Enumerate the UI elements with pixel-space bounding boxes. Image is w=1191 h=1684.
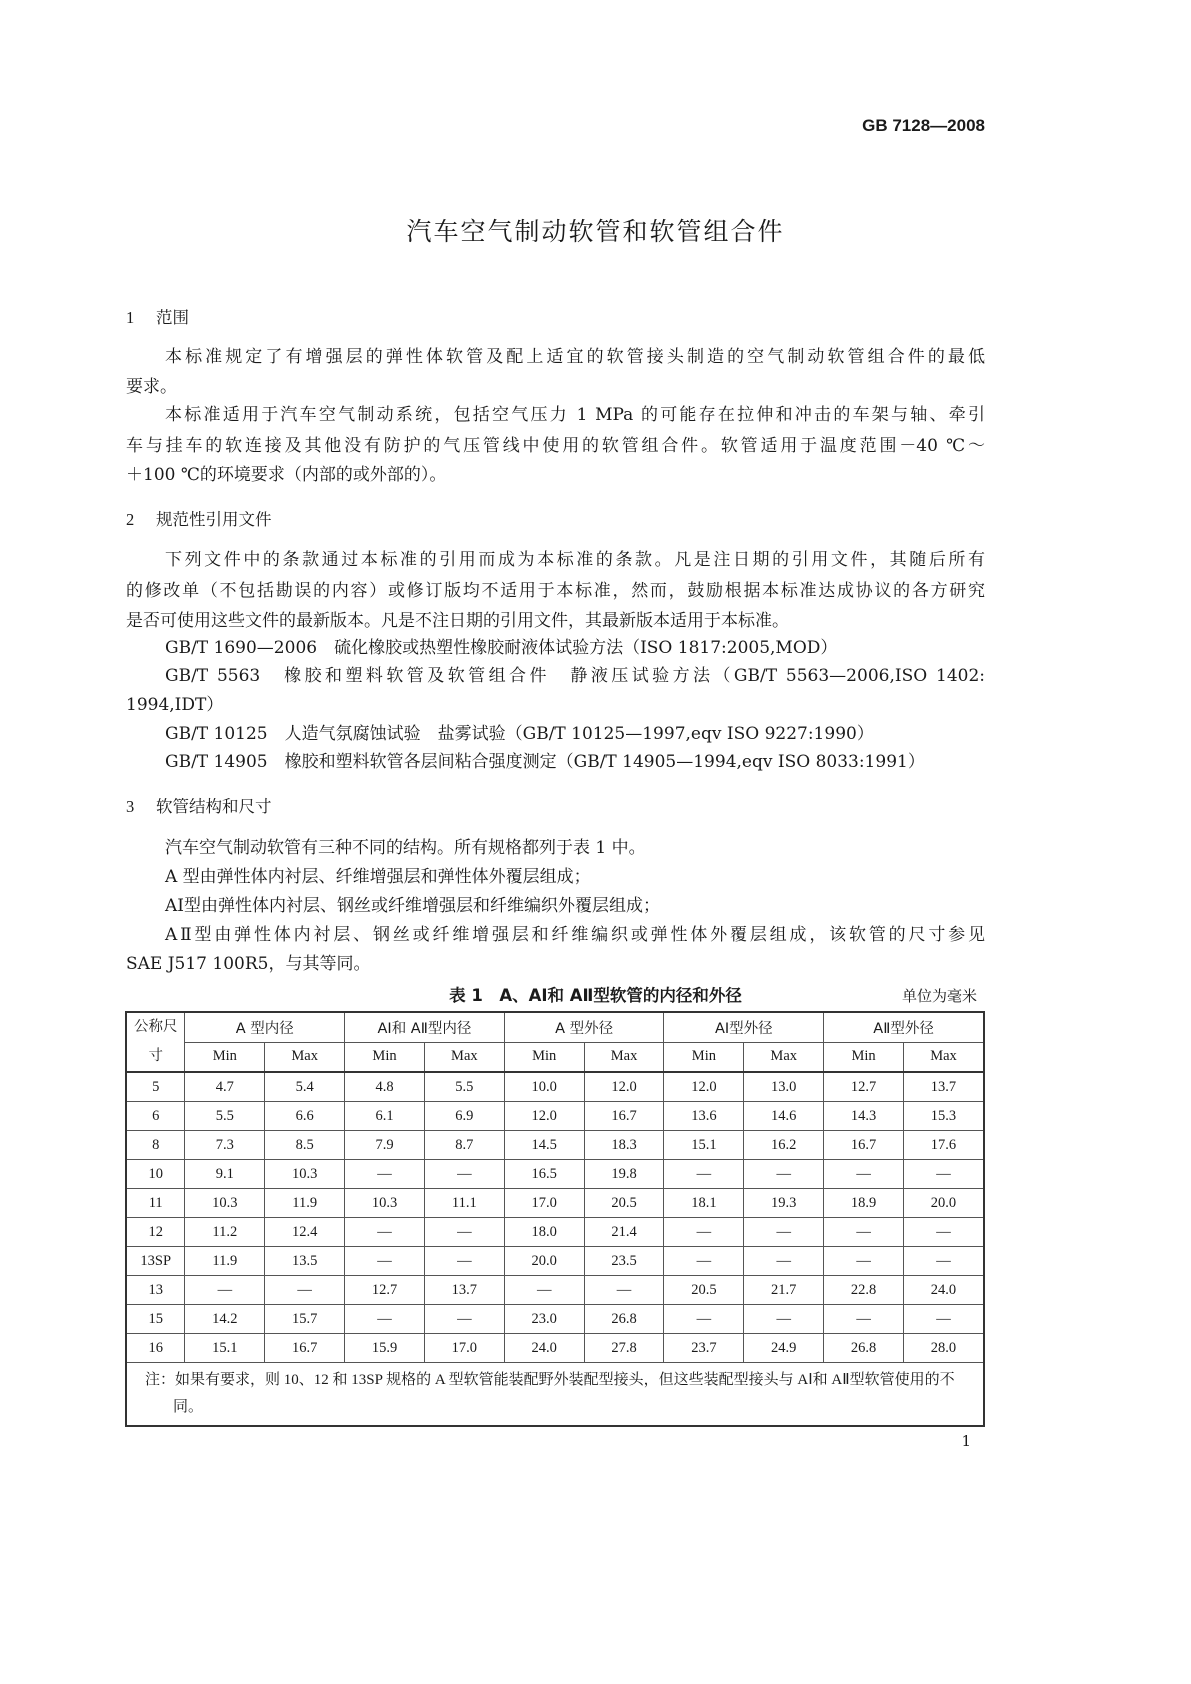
text-line: 本标准规定了有增强层的弹性体软管及配上适宜的软管接头制造的空气制动软管组合件的最低 [165, 347, 985, 367]
value-cell: 13.0 [744, 1072, 824, 1102]
value-cell: 16.5 [504, 1160, 584, 1189]
value-cell: 18.9 [824, 1189, 904, 1218]
value-cell: 18.1 [664, 1189, 744, 1218]
value-cell: 21.4 [584, 1218, 664, 1247]
value-cell: — [903, 1160, 984, 1189]
value-cell: 6.6 [265, 1102, 345, 1131]
table-row [126, 1276, 984, 1305]
value-cell: 20.5 [664, 1276, 744, 1305]
value-cell: 15.9 [345, 1334, 425, 1363]
page-number: 1 [961, 1432, 971, 1450]
value-cell: 8.5 [265, 1131, 345, 1160]
nominal-size-cell: 12 [126, 1218, 185, 1247]
value-cell: 24.0 [504, 1334, 584, 1363]
header-min: Min [504, 1042, 584, 1072]
section-title: 软管结构和尺寸 [156, 797, 272, 816]
reference-line: GB/T 10125 人造气氛腐蚀试验 盐雾试验（GB/T 10125—1997,eqv ISO 9227:1990） [165, 724, 874, 744]
value-cell: — [824, 1247, 904, 1276]
value-cell: 9.1 [185, 1160, 265, 1189]
value-cell: — [664, 1160, 744, 1189]
text-line: 是否可使用这些文件的最新版本。凡是不注日期的引用文件，其最新版本适用于本标准。 [126, 611, 789, 631]
reference-line: GB/T 14905 橡胶和塑料软管各层间粘合强度测定（GB/T 14905—1994,eqv ISO 8033:1991） [165, 752, 925, 772]
value-cell: 13.7 [903, 1072, 984, 1102]
value-cell: — [664, 1247, 744, 1276]
value-cell: 4.7 [185, 1072, 265, 1102]
value-cell: 12.0 [664, 1072, 744, 1102]
table-caption: 表 1 A、AⅠ和 AⅡ型软管的内径和外径 [449, 986, 742, 1005]
text-line: 本标准适用于汽车空气制动系统，包括空气压力 1 MPa 的可能存在拉伸和冲击的车架与轴、牵引 [165, 405, 985, 425]
value-cell: 7.3 [185, 1131, 265, 1160]
value-cell: 5.5 [185, 1102, 265, 1131]
text-line: AⅡ型由弹性体内衬层、钢丝或纤维增强层和纤维编织或弹性体外覆层组成，该软管的尺寸参见 [165, 925, 985, 945]
value-cell: 22.8 [824, 1276, 904, 1305]
section-title: 范围 [156, 308, 189, 327]
table-row [126, 1247, 984, 1276]
value-cell: — [664, 1305, 744, 1334]
header-max: Max [903, 1042, 984, 1072]
text-line: AⅠ型由弹性体内衬层、钢丝或纤维增强层和纤维编织外覆层组成； [165, 896, 660, 916]
value-cell: 27.8 [584, 1334, 664, 1363]
value-cell: 12.4 [265, 1218, 345, 1247]
value-cell: 21.7 [744, 1276, 824, 1305]
table-row [126, 1072, 984, 1102]
value-cell: 20.5 [584, 1189, 664, 1218]
table-row [126, 1102, 984, 1131]
nominal-size-cell: 15 [126, 1305, 185, 1334]
value-cell: — [345, 1218, 425, 1247]
value-cell: 16.2 [744, 1131, 824, 1160]
nominal-size-cell: 5 [126, 1072, 185, 1102]
value-cell: 23.0 [504, 1305, 584, 1334]
value-cell: 13.6 [664, 1102, 744, 1131]
value-cell: — [345, 1305, 425, 1334]
nominal-size-cell: 11 [126, 1189, 185, 1218]
value-cell: — [824, 1218, 904, 1247]
text-line: 要求。 [126, 377, 177, 397]
table-row [126, 1160, 984, 1189]
header-min: Min [185, 1042, 265, 1072]
value-cell: 26.8 [584, 1305, 664, 1334]
value-cell: — [504, 1276, 584, 1305]
value-cell: 17.0 [424, 1334, 504, 1363]
value-cell: 12.7 [824, 1072, 904, 1102]
value-cell: 11.1 [424, 1189, 504, 1218]
value-cell: 13.7 [424, 1276, 504, 1305]
value-cell: 14.5 [504, 1131, 584, 1160]
value-cell: — [185, 1276, 265, 1305]
table-row [126, 1131, 984, 1160]
value-cell: — [903, 1247, 984, 1276]
section-heading-3 [126, 793, 272, 817]
reference-line: GB/T 5563 橡胶和塑料软管及软管组合件 静液压试验方法（GB/T 5563—2006,ISO 1402: [165, 666, 985, 686]
value-cell: 7.9 [345, 1131, 425, 1160]
value-cell: 18.3 [584, 1131, 664, 1160]
header-min: Min [824, 1042, 904, 1072]
value-cell: 5.5 [424, 1072, 504, 1102]
header-max: Max [424, 1042, 504, 1072]
section-title: 规范性引用文件 [156, 510, 272, 529]
text-line: 汽车空气制动软管有三种不同的结构。所有规格都列于表 1 中。 [165, 838, 646, 858]
header-group: A 型外径 [504, 1012, 664, 1042]
value-cell: 12.0 [584, 1072, 664, 1102]
header-max: Max [744, 1042, 824, 1072]
nominal-size-cell: 6 [126, 1102, 185, 1131]
nominal-size-cell: 13SP [126, 1247, 185, 1276]
section-heading-2 [126, 506, 272, 530]
value-cell: 10.3 [185, 1189, 265, 1218]
header-min: Min [345, 1042, 425, 1072]
value-cell: 11.9 [185, 1247, 265, 1276]
value-cell: — [744, 1218, 824, 1247]
header-group: AⅠ和 AⅡ型内径 [345, 1012, 505, 1042]
header-group: A 型内径 [185, 1012, 345, 1042]
table-row [126, 1189, 984, 1218]
value-cell: 6.1 [345, 1102, 425, 1131]
value-cell: 20.0 [903, 1189, 984, 1218]
value-cell: — [424, 1305, 504, 1334]
value-cell: 23.5 [584, 1247, 664, 1276]
text-line: 车与挂车的软连接及其他没有防护的气压管线中使用的软管组合件。软管适用于温度范围－40 ℃～ [126, 436, 985, 456]
value-cell: 16.7 [265, 1334, 345, 1363]
value-cell: 16.7 [824, 1131, 904, 1160]
header-max: Max [584, 1042, 664, 1072]
value-cell: 12.0 [504, 1102, 584, 1131]
header-corner: 公称尺寸 [126, 1012, 185, 1072]
nominal-size-cell: 8 [126, 1131, 185, 1160]
value-cell: — [424, 1247, 504, 1276]
reference-line: GB/T 1690—2006 硫化橡胶或热塑性橡胶耐液体试验方法（ISO 1817:2005,MOD） [165, 638, 838, 658]
section-number: 1 [126, 308, 135, 327]
table-row [126, 1334, 984, 1363]
value-cell: 15.7 [265, 1305, 345, 1334]
header-group: AⅡ型外径 [824, 1012, 984, 1042]
header-group: AⅠ型外径 [664, 1012, 824, 1042]
value-cell: — [903, 1305, 984, 1334]
table-row [126, 1305, 984, 1334]
value-cell: 12.7 [345, 1276, 425, 1305]
value-cell: 19.8 [584, 1160, 664, 1189]
value-cell: — [584, 1276, 664, 1305]
text-line: 的修改单（不包括勘误的内容）或修订版均不适用于本标准，然而，鼓励根据本标准达成协议的各方研究 [126, 581, 985, 601]
value-cell: — [424, 1218, 504, 1247]
value-cell: — [265, 1276, 345, 1305]
value-cell: 5.4 [265, 1072, 345, 1102]
section-number: 2 [126, 510, 135, 529]
value-cell: 15.1 [185, 1334, 265, 1363]
value-cell: 24.9 [744, 1334, 824, 1363]
value-cell: 10.0 [504, 1072, 584, 1102]
text-line: ＋100 ℃的环境要求（内部的或外部的）。 [126, 465, 447, 485]
dimensions-table [125, 1011, 985, 1427]
value-cell: — [424, 1160, 504, 1189]
value-cell: 18.0 [504, 1218, 584, 1247]
value-cell: 28.0 [903, 1334, 984, 1363]
table-note: 注：如果有要求，则 10、12 和 13SP 规格的 A 型软管能装配野外装配型接头，但这些装配型接头与 AⅠ和 AⅡ型软管使用的不同。 [126, 1363, 984, 1427]
value-cell: 10.3 [265, 1160, 345, 1189]
value-cell: — [744, 1160, 824, 1189]
value-cell: — [345, 1160, 425, 1189]
value-cell: 26.8 [824, 1334, 904, 1363]
value-cell: 11.2 [185, 1218, 265, 1247]
value-cell: 23.7 [664, 1334, 744, 1363]
nominal-size-cell: 13 [126, 1276, 185, 1305]
nominal-size-cell: 10 [126, 1160, 185, 1189]
value-cell: 17.6 [903, 1131, 984, 1160]
header-min: Min [664, 1042, 744, 1072]
text-line: A 型由弹性体内衬层、纤维增强层和弹性体外覆层组成； [165, 867, 591, 887]
value-cell: — [744, 1247, 824, 1276]
value-cell: — [824, 1305, 904, 1334]
value-cell: — [664, 1218, 744, 1247]
table-row [126, 1218, 984, 1247]
document-title: 汽车空气制动软管和软管组合件 [406, 217, 785, 246]
value-cell: 4.8 [345, 1072, 425, 1102]
nominal-size-cell: 16 [126, 1334, 185, 1363]
value-cell: 14.6 [744, 1102, 824, 1131]
value-cell: 14.2 [185, 1305, 265, 1334]
standard-number: GB 7128—2008 [862, 116, 985, 135]
value-cell: — [744, 1305, 824, 1334]
value-cell: 14.3 [824, 1102, 904, 1131]
value-cell: 15.1 [664, 1131, 744, 1160]
value-cell: 13.5 [265, 1247, 345, 1276]
value-cell: — [345, 1247, 425, 1276]
value-cell: 16.7 [584, 1102, 664, 1131]
value-cell: 15.3 [903, 1102, 984, 1131]
value-cell: 24.0 [903, 1276, 984, 1305]
text-line: 下列文件中的条款通过本标准的引用而成为本标准的条款。凡是注日期的引用文件，其随后所有 [165, 550, 985, 570]
value-cell: 6.9 [424, 1102, 504, 1131]
value-cell: 20.0 [504, 1247, 584, 1276]
value-cell: — [824, 1160, 904, 1189]
text-line: SAE J517 100R5，与其等同。 [126, 954, 371, 974]
section-number: 3 [126, 797, 135, 816]
section-heading-1 [126, 304, 189, 328]
reference-line: 1994,IDT） [126, 695, 224, 715]
table-unit: 单位为毫米 [901, 987, 977, 1005]
header-max: Max [265, 1042, 345, 1072]
value-cell: 17.0 [504, 1189, 584, 1218]
value-cell: 8.7 [424, 1131, 504, 1160]
value-cell: 11.9 [265, 1189, 345, 1218]
value-cell: — [903, 1218, 984, 1247]
value-cell: 10.3 [345, 1189, 425, 1218]
value-cell: 19.3 [744, 1189, 824, 1218]
